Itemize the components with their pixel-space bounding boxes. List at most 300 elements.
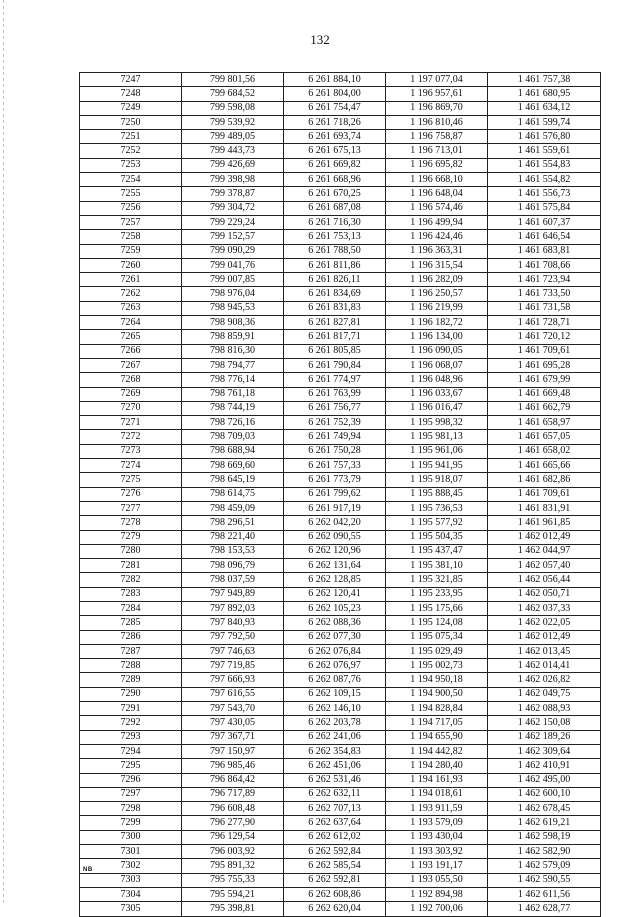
y-coordinate-cell: 6 261 917,19 [284, 501, 386, 515]
y2-coordinate-cell: 1 462 410,91 [488, 759, 601, 773]
y-coordinate-cell: 6 262 105,23 [284, 601, 386, 615]
point-number-cell: 7256 [80, 201, 182, 215]
table-row [80, 130, 601, 144]
y-coordinate-cell: 6 261 718,26 [284, 115, 386, 129]
point-number-cell: 7293 [80, 730, 182, 744]
y-coordinate-cell: 6 261 687,08 [284, 201, 386, 215]
point-number-cell: 7270 [80, 401, 182, 415]
x2-coordinate-cell: 1 196 090,05 [386, 344, 488, 358]
y-coordinate-cell: 6 261 773,79 [284, 473, 386, 487]
x2-coordinate-cell: 1 195 233,95 [386, 587, 488, 601]
y-coordinate-cell: 6 262 088,36 [284, 616, 386, 630]
y2-coordinate-cell: 1 461 634,12 [488, 101, 601, 115]
table-row [80, 702, 601, 716]
x-coordinate-cell: 798 614,75 [182, 487, 284, 501]
x2-coordinate-cell: 1 196 068,07 [386, 358, 488, 372]
y2-coordinate-cell: 1 462 590,55 [488, 873, 601, 887]
table-row [80, 544, 601, 558]
x-coordinate-cell: 798 688,94 [182, 444, 284, 458]
point-number-cell: 7283 [80, 587, 182, 601]
x2-coordinate-cell: 1 194 280,40 [386, 759, 488, 773]
point-number-cell: 7290 [80, 687, 182, 701]
y-coordinate-cell: 6 262 620,04 [284, 902, 386, 916]
y-coordinate-cell: 6 262 120,41 [284, 587, 386, 601]
x-coordinate-cell: 798 976,04 [182, 287, 284, 301]
x2-coordinate-cell: 1 195 736,53 [386, 501, 488, 515]
point-number-cell: 7254 [80, 173, 182, 187]
point-number-cell: 7291 [80, 702, 182, 716]
y2-coordinate-cell: 1 461 733,50 [488, 287, 601, 301]
table-row [80, 630, 601, 644]
table-row [80, 773, 601, 787]
table-row [80, 659, 601, 673]
x2-coordinate-cell: 1 196 282,09 [386, 273, 488, 287]
table-row [80, 158, 601, 172]
point-number-cell: 7273 [80, 444, 182, 458]
x2-coordinate-cell: 1 196 957,61 [386, 87, 488, 101]
table-row [80, 644, 601, 658]
y-coordinate-cell: 6 261 750,28 [284, 444, 386, 458]
x2-coordinate-cell: 1 194 161,93 [386, 773, 488, 787]
point-number-cell: 7268 [80, 373, 182, 387]
table-row [80, 830, 601, 844]
y-coordinate-cell: 6 261 804,00 [284, 87, 386, 101]
table-row [80, 358, 601, 372]
x2-coordinate-cell: 1 195 124,08 [386, 616, 488, 630]
table-row [80, 144, 601, 158]
x-coordinate-cell: 799 443,73 [182, 144, 284, 158]
table-row [80, 530, 601, 544]
x-coordinate-cell: 799 229,24 [182, 215, 284, 229]
y2-coordinate-cell: 1 461 709,61 [488, 344, 601, 358]
x-coordinate-cell: 796 864,42 [182, 773, 284, 787]
table-row [80, 258, 601, 272]
point-number-cell: 7297 [80, 787, 182, 801]
y-coordinate-cell: 6 262 120,96 [284, 544, 386, 558]
x-coordinate-cell: 795 594,21 [182, 887, 284, 901]
x-coordinate-cell: 798 859,91 [182, 330, 284, 344]
y2-coordinate-cell: 1 461 683,81 [488, 244, 601, 258]
table-row [80, 873, 601, 887]
x2-coordinate-cell: 1 196 134,00 [386, 330, 488, 344]
point-number-cell: 7278 [80, 516, 182, 530]
y2-coordinate-cell: 1 462 619,21 [488, 816, 601, 830]
y2-coordinate-cell: 1 462 088,93 [488, 702, 601, 716]
x-coordinate-cell: 798 726,16 [182, 416, 284, 430]
x-coordinate-cell: 799 041,76 [182, 258, 284, 272]
y2-coordinate-cell: 1 462 044,97 [488, 544, 601, 558]
page-number: 132 [310, 32, 330, 47]
y2-coordinate-cell: 1 461 657,05 [488, 430, 601, 444]
x2-coordinate-cell: 1 195 577,92 [386, 516, 488, 530]
y2-coordinate-cell: 1 462 012,49 [488, 630, 601, 644]
point-number-cell: 7272 [80, 430, 182, 444]
y-coordinate-cell: 6 262 131,64 [284, 559, 386, 573]
point-number-cell: 7261 [80, 273, 182, 287]
x-coordinate-cell: 795 891,32 [182, 859, 284, 873]
x-coordinate-cell: 797 430,05 [182, 716, 284, 730]
scan-edge [3, 0, 4, 905]
x-coordinate-cell: 796 985,46 [182, 759, 284, 773]
point-number-cell: 7299 [80, 816, 182, 830]
x2-coordinate-cell: 1 197 077,04 [386, 73, 488, 87]
x2-coordinate-cell: 1 192 700,06 [386, 902, 488, 916]
point-number-cell: 7294 [80, 744, 182, 758]
y2-coordinate-cell: 1 461 682,86 [488, 473, 601, 487]
table-row [80, 673, 601, 687]
x2-coordinate-cell: 1 192 894,98 [386, 887, 488, 901]
x-coordinate-cell: 799 684,52 [182, 87, 284, 101]
y-coordinate-cell: 6 261 788,50 [284, 244, 386, 258]
point-number-cell: 7292 [80, 716, 182, 730]
x-coordinate-cell: 796 129,54 [182, 830, 284, 844]
y-coordinate-cell: 6 261 826,11 [284, 273, 386, 287]
x2-coordinate-cell: 1 196 869,70 [386, 101, 488, 115]
y2-coordinate-cell: 1 461 665,66 [488, 459, 601, 473]
x2-coordinate-cell: 1 195 175,66 [386, 601, 488, 615]
table-row [80, 887, 601, 901]
table-row [80, 902, 601, 916]
table-row [80, 201, 601, 215]
x-coordinate-cell: 799 426,69 [182, 158, 284, 172]
x-coordinate-cell: 799 539,92 [182, 115, 284, 129]
point-number-cell: 7257 [80, 215, 182, 229]
y2-coordinate-cell: 1 462 049,75 [488, 687, 601, 701]
y-coordinate-cell: 6 261 827,81 [284, 316, 386, 330]
x2-coordinate-cell: 1 194 018,61 [386, 787, 488, 801]
y-coordinate-cell: 6 262 632,11 [284, 787, 386, 801]
x2-coordinate-cell: 1 195 998,32 [386, 416, 488, 430]
table-row [80, 230, 601, 244]
y-coordinate-cell: 6 261 799,62 [284, 487, 386, 501]
x2-coordinate-cell: 1 193 430,04 [386, 830, 488, 844]
y-coordinate-cell: 6 262 090,55 [284, 530, 386, 544]
point-number-cell: 7305 [80, 902, 182, 916]
table-row [80, 244, 601, 258]
y-coordinate-cell: 6 262 146,10 [284, 702, 386, 716]
x-coordinate-cell: 798 908,36 [182, 316, 284, 330]
y2-coordinate-cell: 1 461 757,38 [488, 73, 601, 87]
x2-coordinate-cell: 1 195 321,85 [386, 573, 488, 587]
y-coordinate-cell: 6 261 834,69 [284, 287, 386, 301]
x-coordinate-cell: 799 152,57 [182, 230, 284, 244]
x-coordinate-cell: 799 398,98 [182, 173, 284, 187]
y-coordinate-cell: 6 262 592,81 [284, 873, 386, 887]
x2-coordinate-cell: 1 196 668,10 [386, 173, 488, 187]
x-coordinate-cell: 798 776,14 [182, 373, 284, 387]
table-row [80, 416, 601, 430]
point-number-cell: 7247 [80, 73, 182, 87]
table-row [80, 316, 601, 330]
table-row [80, 845, 601, 859]
x-coordinate-cell: 798 645,19 [182, 473, 284, 487]
y2-coordinate-cell: 1 461 709,61 [488, 487, 601, 501]
y-coordinate-cell: 6 261 756,77 [284, 401, 386, 415]
y-coordinate-cell: 6 261 831,83 [284, 301, 386, 315]
y-coordinate-cell: 6 262 076,97 [284, 659, 386, 673]
x2-coordinate-cell: 1 194 950,18 [386, 673, 488, 687]
point-number-cell: 7286 [80, 630, 182, 644]
y2-coordinate-cell: 1 461 679,99 [488, 373, 601, 387]
table-row [80, 501, 601, 515]
table-row [80, 573, 601, 587]
y2-coordinate-cell: 1 461 575,84 [488, 201, 601, 215]
table-row [80, 744, 601, 758]
y-coordinate-cell: 6 262 592,84 [284, 845, 386, 859]
table-row [80, 215, 601, 229]
point-number-cell: 7277 [80, 501, 182, 515]
x2-coordinate-cell: 1 196 695,82 [386, 158, 488, 172]
x2-coordinate-cell: 1 196 713,01 [386, 144, 488, 158]
y2-coordinate-cell: 1 461 554,83 [488, 158, 601, 172]
x-coordinate-cell: 797 543,70 [182, 702, 284, 716]
y2-coordinate-cell: 1 462 628,77 [488, 902, 601, 916]
x-coordinate-cell: 797 792,50 [182, 630, 284, 644]
y-coordinate-cell: 6 262 077,30 [284, 630, 386, 644]
x-coordinate-cell: 798 096,79 [182, 559, 284, 573]
point-number-cell: 7262 [80, 287, 182, 301]
y-coordinate-cell: 6 262 612,02 [284, 830, 386, 844]
point-number-cell: 7253 [80, 158, 182, 172]
y2-coordinate-cell: 1 461 708,66 [488, 258, 601, 272]
y-coordinate-cell: 6 261 763,99 [284, 387, 386, 401]
y2-coordinate-cell: 1 461 695,28 [488, 358, 601, 372]
y-coordinate-cell: 6 262 608,86 [284, 887, 386, 901]
y-coordinate-cell: 6 261 805,85 [284, 344, 386, 358]
y-coordinate-cell: 6 262 531,46 [284, 773, 386, 787]
y2-coordinate-cell: 1 461 658,97 [488, 416, 601, 430]
y-coordinate-cell: 6 262 451,06 [284, 759, 386, 773]
y-coordinate-cell: 6 261 670,25 [284, 187, 386, 201]
table-row [80, 373, 601, 387]
y-coordinate-cell: 6 262 241,06 [284, 730, 386, 744]
y-coordinate-cell: 6 262 042,20 [284, 516, 386, 530]
point-number-cell: 7265 [80, 330, 182, 344]
y-coordinate-cell: 6 262 128,85 [284, 573, 386, 587]
point-number-cell: 7300 [80, 830, 182, 844]
y2-coordinate-cell: 1 461 961,85 [488, 516, 601, 530]
y2-coordinate-cell: 1 462 495,00 [488, 773, 601, 787]
table-row [80, 516, 601, 530]
point-number-cell: 7250 [80, 115, 182, 129]
x2-coordinate-cell: 1 193 055,50 [386, 873, 488, 887]
table-row [80, 859, 601, 873]
x2-coordinate-cell: 1 195 941,95 [386, 459, 488, 473]
table-row [80, 459, 601, 473]
x2-coordinate-cell: 1 195 002,73 [386, 659, 488, 673]
table-row [80, 759, 601, 773]
y2-coordinate-cell: 1 462 014,41 [488, 659, 601, 673]
y2-coordinate-cell: 1 462 056,44 [488, 573, 601, 587]
y-coordinate-cell: 6 262 109,15 [284, 687, 386, 701]
y2-coordinate-cell: 1 462 678,45 [488, 802, 601, 816]
point-number-cell: 7280 [80, 544, 182, 558]
x2-coordinate-cell: 1 193 191,17 [386, 859, 488, 873]
x2-coordinate-cell: 1 196 016,47 [386, 401, 488, 415]
table-row [80, 716, 601, 730]
x2-coordinate-cell: 1 196 810,46 [386, 115, 488, 129]
y2-coordinate-cell: 1 461 599,74 [488, 115, 601, 129]
y-coordinate-cell: 6 261 790,84 [284, 358, 386, 372]
point-number-cell: 7267 [80, 358, 182, 372]
y2-coordinate-cell: 1 462 050,71 [488, 587, 601, 601]
table-row [80, 173, 601, 187]
x-coordinate-cell: 798 816,30 [182, 344, 284, 358]
x-coordinate-cell: 796 717,89 [182, 787, 284, 801]
table-row [80, 816, 601, 830]
table-row [80, 802, 601, 816]
y2-coordinate-cell: 1 462 013,45 [488, 644, 601, 658]
y2-coordinate-cell: 1 461 831,91 [488, 501, 601, 515]
x2-coordinate-cell: 1 196 424,46 [386, 230, 488, 244]
y2-coordinate-cell: 1 461 669,48 [488, 387, 601, 401]
y2-coordinate-cell: 1 461 680,95 [488, 87, 601, 101]
table-row [80, 787, 601, 801]
y2-coordinate-cell: 1 462 150,08 [488, 716, 601, 730]
point-number-cell: 7249 [80, 101, 182, 115]
y-coordinate-cell: 6 262 076,84 [284, 644, 386, 658]
x2-coordinate-cell: 1 196 363,31 [386, 244, 488, 258]
y-coordinate-cell: 6 261 749,94 [284, 430, 386, 444]
table-row [80, 187, 601, 201]
y2-coordinate-cell: 1 461 556,73 [488, 187, 601, 201]
x-coordinate-cell: 798 761,18 [182, 387, 284, 401]
x2-coordinate-cell: 1 194 828,84 [386, 702, 488, 716]
y-coordinate-cell: 6 261 884,10 [284, 73, 386, 87]
y2-coordinate-cell: 1 462 309,64 [488, 744, 601, 758]
x-coordinate-cell: 799 090,29 [182, 244, 284, 258]
y2-coordinate-cell: 1 461 731,58 [488, 301, 601, 315]
x2-coordinate-cell: 1 196 648,04 [386, 187, 488, 201]
x-coordinate-cell: 797 746,63 [182, 644, 284, 658]
y-coordinate-cell: 6 261 774,97 [284, 373, 386, 387]
point-number-cell: 7260 [80, 258, 182, 272]
x2-coordinate-cell: 1 195 504,35 [386, 530, 488, 544]
y2-coordinate-cell: 1 462 057,40 [488, 559, 601, 573]
x2-coordinate-cell: 1 195 918,07 [386, 473, 488, 487]
point-number-cell: 7255 [80, 187, 182, 201]
x2-coordinate-cell: 1 195 961,06 [386, 444, 488, 458]
x-coordinate-cell: 798 794,77 [182, 358, 284, 372]
point-number-cell: 7251 [80, 130, 182, 144]
x2-coordinate-cell: 1 196 574,46 [386, 201, 488, 215]
x-coordinate-cell: 799 489,05 [182, 130, 284, 144]
x2-coordinate-cell: 1 194 900,50 [386, 687, 488, 701]
x-coordinate-cell: 798 153,53 [182, 544, 284, 558]
point-number-cell: 7269 [80, 387, 182, 401]
x-coordinate-cell: 797 666,93 [182, 673, 284, 687]
table-row [80, 559, 601, 573]
table-row [80, 330, 601, 344]
point-number-cell: 7271 [80, 416, 182, 430]
table-row [80, 301, 601, 315]
coordinates-table [79, 72, 601, 917]
y2-coordinate-cell: 1 462 012,49 [488, 530, 601, 544]
y-coordinate-cell: 6 262 707,13 [284, 802, 386, 816]
point-number-cell: 7266 [80, 344, 182, 358]
x-coordinate-cell: 795 398,81 [182, 902, 284, 916]
table-row [80, 587, 601, 601]
y-coordinate-cell: 6 261 668,96 [284, 173, 386, 187]
x-coordinate-cell: 797 367,71 [182, 730, 284, 744]
y2-coordinate-cell: 1 461 646,54 [488, 230, 601, 244]
x-coordinate-cell: 798 037,59 [182, 573, 284, 587]
point-number-cell: 7279 [80, 530, 182, 544]
x-coordinate-cell: 798 945,53 [182, 301, 284, 315]
table-row [80, 616, 601, 630]
point-number-cell: 7288 [80, 659, 182, 673]
point-number-cell: 7304 [80, 887, 182, 901]
x-coordinate-cell: 796 277,90 [182, 816, 284, 830]
y2-coordinate-cell: 1 461 576,80 [488, 130, 601, 144]
x-coordinate-cell: 795 755,33 [182, 873, 284, 887]
point-number-cell: 7284 [80, 601, 182, 615]
x-coordinate-cell: 798 709,03 [182, 430, 284, 444]
x-coordinate-cell: 798 669,60 [182, 459, 284, 473]
y2-coordinate-cell: 1 461 658,02 [488, 444, 601, 458]
point-number-cell: 7281 [80, 559, 182, 573]
y2-coordinate-cell: 1 461 554,82 [488, 173, 601, 187]
point-number-cell: 7298 [80, 802, 182, 816]
y2-coordinate-cell: 1 461 720,12 [488, 330, 601, 344]
y-coordinate-cell: 6 261 716,30 [284, 215, 386, 229]
y-coordinate-cell: 6 262 203,78 [284, 716, 386, 730]
y2-coordinate-cell: 1 462 598,19 [488, 830, 601, 844]
table-row [80, 687, 601, 701]
y2-coordinate-cell: 1 462 026,82 [488, 673, 601, 687]
x-coordinate-cell: 798 744,19 [182, 401, 284, 415]
x-coordinate-cell: 797 892,03 [182, 601, 284, 615]
point-number-cell: 7274 [80, 459, 182, 473]
x2-coordinate-cell: 1 196 758,87 [386, 130, 488, 144]
x-coordinate-cell: 799 007,85 [182, 273, 284, 287]
x-coordinate-cell: 797 616,55 [182, 687, 284, 701]
y-coordinate-cell: 6 262 637,64 [284, 816, 386, 830]
x-coordinate-cell: 798 221,40 [182, 530, 284, 544]
point-number-cell: 7303 [80, 873, 182, 887]
footer-mark: NB [83, 867, 93, 873]
point-number-cell: 7285 [80, 616, 182, 630]
table-row [80, 430, 601, 444]
x-coordinate-cell: 799 801,56 [182, 73, 284, 87]
y-coordinate-cell: 6 261 817,71 [284, 330, 386, 344]
point-number-cell: 7287 [80, 644, 182, 658]
x-coordinate-cell: 799 598,08 [182, 101, 284, 115]
y2-coordinate-cell: 1 462 579,09 [488, 859, 601, 873]
x2-coordinate-cell: 1 196 315,54 [386, 258, 488, 272]
table-row [80, 473, 601, 487]
y2-coordinate-cell: 1 462 582,90 [488, 845, 601, 859]
y-coordinate-cell: 6 261 757,33 [284, 459, 386, 473]
x2-coordinate-cell: 1 195 981,13 [386, 430, 488, 444]
table-row [80, 387, 601, 401]
y-coordinate-cell: 6 262 585,54 [284, 859, 386, 873]
x2-coordinate-cell: 1 196 250,57 [386, 287, 488, 301]
x2-coordinate-cell: 1 194 655,90 [386, 730, 488, 744]
point-number-cell: 7248 [80, 87, 182, 101]
y2-coordinate-cell: 1 462 189,26 [488, 730, 601, 744]
x2-coordinate-cell: 1 195 029,49 [386, 644, 488, 658]
table-row [80, 287, 601, 301]
x-coordinate-cell: 797 840,93 [182, 616, 284, 630]
x2-coordinate-cell: 1 193 911,59 [386, 802, 488, 816]
point-number-cell: 7296 [80, 773, 182, 787]
y-coordinate-cell: 6 261 754,47 [284, 101, 386, 115]
y2-coordinate-cell: 1 461 728,71 [488, 316, 601, 330]
y-coordinate-cell: 6 261 675,13 [284, 144, 386, 158]
y-coordinate-cell: 6 262 087,76 [284, 673, 386, 687]
x2-coordinate-cell: 1 196 182,72 [386, 316, 488, 330]
